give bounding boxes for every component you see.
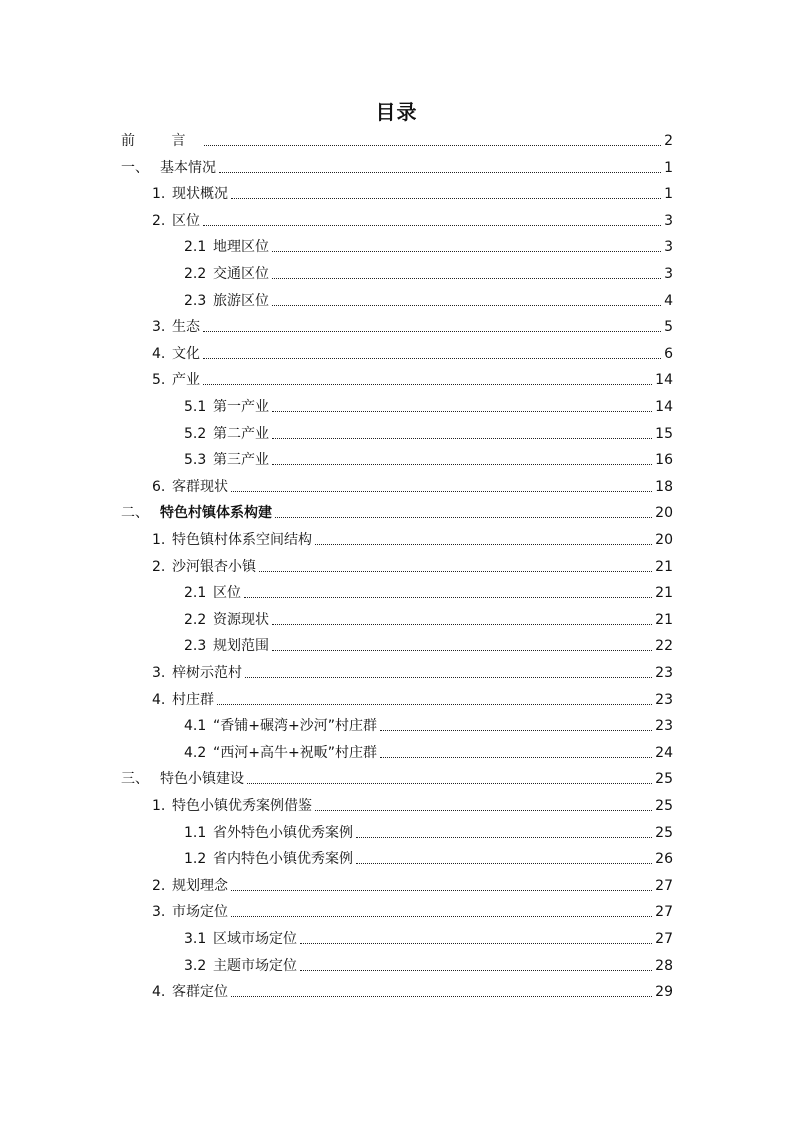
- toc-entry-page-number: 15: [655, 425, 673, 442]
- toc-entry-number: 6.: [152, 478, 166, 495]
- toc-entry-label: 资源现状: [213, 611, 269, 628]
- dot-leader: [231, 198, 661, 199]
- dot-leader: [315, 810, 652, 811]
- toc-entry-label: 文化: [172, 345, 200, 362]
- toc-entry-page-number: 6: [664, 345, 673, 362]
- dot-leader: [300, 943, 652, 944]
- toc-entry[interactable]: [152, 179, 673, 203]
- toc-entry-page-number: 14: [655, 372, 673, 389]
- toc-entry-page-number: 1: [664, 186, 673, 203]
- toc-entry-page-number: 21: [655, 611, 673, 628]
- dot-leader: [203, 384, 652, 385]
- dot-leader: [315, 544, 652, 545]
- dot-leader: [203, 225, 661, 226]
- toc-entry-label: 主题市场定位: [213, 957, 297, 974]
- toc-entry-number: 3.: [152, 904, 166, 921]
- toc-entry-label: 第二产业: [213, 425, 269, 442]
- toc-entry-page-number: 3: [664, 212, 673, 229]
- toc-entry-label: 特色镇村体系空间结构: [172, 532, 312, 548]
- toc-entry-label: 地理区位: [213, 239, 269, 256]
- toc-entry-label: 旅游区位: [213, 292, 269, 309]
- toc-entry-page-number: 22: [655, 638, 673, 655]
- toc-entry-number: 5.: [152, 372, 166, 389]
- toc-entry-label: “西河+高牛+祝畈”村庄群: [213, 744, 377, 761]
- dot-leader: [380, 730, 652, 731]
- toc-entry-page-number: 27: [655, 877, 673, 894]
- dot-leader: [203, 331, 661, 332]
- toc-entry[interactable]: [184, 844, 673, 868]
- toc-entry-number: 3.1: [184, 931, 207, 947]
- toc-entry[interactable]: [184, 711, 673, 735]
- toc-entry-label: 市场定位: [172, 904, 228, 921]
- toc-entry-page-number: 25: [655, 824, 673, 841]
- toc-entry-label: 前 言: [121, 133, 202, 149]
- toc-entry[interactable]: [152, 897, 673, 921]
- dot-leader: [380, 757, 652, 758]
- dot-leader: [300, 970, 652, 971]
- dot-leader: [247, 783, 652, 784]
- toc-entry-number: 1.: [152, 798, 166, 814]
- toc-entry[interactable]: [152, 658, 673, 682]
- toc-entry-page-number: 1: [664, 159, 673, 176]
- dot-leader: [259, 571, 652, 572]
- dot-leader: [275, 517, 652, 518]
- toc-entry-page-number: 24: [655, 744, 673, 761]
- toc-entry[interactable]: [184, 259, 673, 283]
- toc-entry-number: 4.: [152, 691, 166, 708]
- toc-entry[interactable]: [152, 339, 673, 363]
- toc-entry-number: 2.: [152, 212, 166, 229]
- dot-leader: [272, 411, 652, 412]
- toc-entry-number: 2.2: [184, 611, 207, 628]
- dot-leader: [272, 464, 652, 465]
- toc-entry-number: 一、: [121, 159, 149, 176]
- toc-entry-number: 2.3: [184, 638, 207, 655]
- toc-entry-number: 2.2: [184, 266, 207, 282]
- toc-entry-page-number: 28: [655, 957, 673, 974]
- dot-leader: [272, 305, 661, 306]
- toc-entry-number: 4.: [152, 345, 166, 362]
- toc-entry[interactable]: [184, 924, 673, 948]
- toc-entry-label: 客群现状: [172, 478, 228, 495]
- toc-entry-label: 规划范围: [213, 638, 269, 655]
- dot-leader: [231, 916, 652, 917]
- toc-entry-page-number: 26: [655, 851, 673, 868]
- toc-entry-label: 区位: [172, 212, 200, 229]
- toc-entry-number: 1.1: [184, 824, 207, 841]
- toc-entry-number: 3.: [152, 319, 166, 336]
- toc-entry-page-number: 18: [655, 478, 673, 495]
- toc-entry-page-number: 29: [655, 984, 673, 1001]
- dot-leader: [244, 597, 652, 598]
- toc-entry-page-number: 21: [655, 558, 673, 575]
- toc-entry[interactable]: [184, 951, 673, 975]
- toc-entry-label: “香铺+碾湾+沙河”村庄群: [213, 718, 377, 735]
- toc-entry-label: 村庄群: [172, 691, 214, 708]
- toc-entry[interactable]: [184, 738, 673, 762]
- toc-entry-number: 1.2: [184, 851, 207, 868]
- toc-entry-number: 2.1: [184, 585, 207, 602]
- toc-entry[interactable]: [184, 286, 673, 310]
- toc-entry-label: 梓树示范村: [172, 665, 242, 681]
- toc-entry-label: 特色村镇体系构建: [160, 505, 272, 522]
- toc-entry[interactable]: [152, 312, 673, 336]
- toc-entry-label: 第三产业: [213, 452, 269, 469]
- toc-entry[interactable]: [121, 498, 673, 522]
- dot-leader: [231, 890, 652, 891]
- toc-entry-number: 2.1: [184, 239, 207, 256]
- dot-leader: [203, 358, 661, 359]
- dot-leader: [356, 863, 652, 864]
- toc-entry-page-number: 27: [655, 904, 673, 921]
- toc-entry-page-number: 14: [655, 399, 673, 415]
- toc-entry-label: 基本情况: [160, 159, 216, 176]
- toc-entry[interactable]: [121, 764, 673, 788]
- toc-entry[interactable]: [152, 871, 673, 895]
- toc-entry[interactable]: [152, 206, 673, 230]
- toc-entry-number: 三、: [121, 771, 149, 788]
- toc-entry-label: 区域市场定位: [213, 931, 297, 947]
- toc-entry-number: 5.1: [184, 399, 207, 415]
- toc-entry-number: 1.: [152, 186, 166, 203]
- toc-entry-label: 产业: [172, 372, 200, 389]
- toc-entry-number: 4.2: [184, 744, 207, 761]
- toc-entry[interactable]: [152, 791, 673, 815]
- toc-entry-page-number: 20: [655, 505, 673, 522]
- toc-entry-page-number: 23: [655, 665, 673, 681]
- toc-entry-label: 现状概况: [172, 186, 228, 203]
- toc-entry[interactable]: [184, 445, 673, 469]
- toc-entry-page-number: 23: [655, 718, 673, 735]
- toc-entry-number: 4.1: [184, 718, 207, 735]
- toc-entry[interactable]: [152, 685, 673, 709]
- toc-entry-label: 区位: [213, 585, 241, 602]
- dot-leader: [245, 677, 652, 678]
- toc-entry-number: 2.3: [184, 292, 207, 309]
- dot-leader: [231, 491, 652, 492]
- toc-entry[interactable]: [121, 126, 673, 150]
- dot-leader: [217, 704, 652, 705]
- toc-entry[interactable]: [184, 605, 673, 629]
- toc-entry-page-number: 25: [655, 771, 673, 788]
- toc-entry-label: 省内特色小镇优秀案例: [213, 851, 353, 868]
- toc-entry-number: 2.: [152, 877, 166, 894]
- toc-entry-page-number: 3: [664, 266, 673, 282]
- toc-entry[interactable]: [184, 232, 673, 256]
- toc-entry-label: 规划理念: [172, 877, 228, 894]
- toc-entry-label: 省外特色小镇优秀案例: [213, 824, 353, 841]
- toc-entry-number: 3.: [152, 665, 166, 681]
- toc-entry-label: 生态: [172, 319, 200, 336]
- toc-entry-number: 5.3: [184, 452, 207, 469]
- toc-entry[interactable]: [152, 977, 673, 1001]
- toc-entry-label: 交通区位: [213, 266, 269, 282]
- dot-leader: [272, 650, 652, 651]
- toc-entry-number: 3.2: [184, 957, 207, 974]
- dot-leader: [272, 624, 652, 625]
- toc-entry-number: 5.2: [184, 425, 207, 442]
- dot-leader: [272, 278, 661, 279]
- dot-leader: [356, 837, 652, 838]
- toc-entry-page-number: 5: [664, 319, 673, 336]
- toc-entry[interactable]: [184, 392, 673, 416]
- toc-entry-label: 第一产业: [213, 399, 269, 415]
- toc-entry-number: 二、: [121, 505, 149, 522]
- toc-entry-page-number: 3: [664, 239, 673, 256]
- toc-entry-page-number: 23: [655, 691, 673, 708]
- toc-entry-number: 2.: [152, 558, 166, 575]
- toc-entry-page-number: 16: [655, 452, 673, 469]
- toc-entry-page-number: 21: [655, 585, 673, 602]
- toc-entry[interactable]: [184, 578, 673, 602]
- toc-entry[interactable]: [184, 818, 673, 842]
- toc-entry-label: 客群定位: [172, 984, 228, 1001]
- toc-entry-page-number: 27: [655, 931, 673, 947]
- toc-entry-label: 特色小镇优秀案例借鉴: [172, 798, 312, 814]
- toc-entry[interactable]: [152, 472, 673, 496]
- dot-leader: [204, 145, 661, 146]
- toc-entry[interactable]: [152, 552, 673, 576]
- toc-entry[interactable]: [152, 365, 673, 389]
- toc-entry-label: 沙河银杏小镇: [172, 558, 256, 575]
- dot-leader: [272, 438, 652, 439]
- page-title: 目录: [375, 100, 418, 124]
- toc-entry-page-number: 4: [664, 292, 673, 309]
- toc-entry[interactable]: [121, 153, 673, 177]
- dot-leader: [231, 996, 652, 997]
- dot-leader: [219, 172, 661, 173]
- dot-leader: [272, 251, 661, 252]
- toc-entry-number: 4.: [152, 984, 166, 1001]
- toc-entry[interactable]: [184, 419, 673, 443]
- toc-entry[interactable]: [152, 525, 673, 549]
- toc-entry-label: 特色小镇建设: [160, 771, 244, 788]
- toc-entry[interactable]: [184, 631, 673, 655]
- toc-entry-page-number: 25: [655, 798, 673, 814]
- toc-entry-number: 1.: [152, 532, 166, 548]
- toc-entry-page-number: 20: [655, 532, 673, 548]
- toc-entry-page-number: 2: [664, 133, 673, 149]
